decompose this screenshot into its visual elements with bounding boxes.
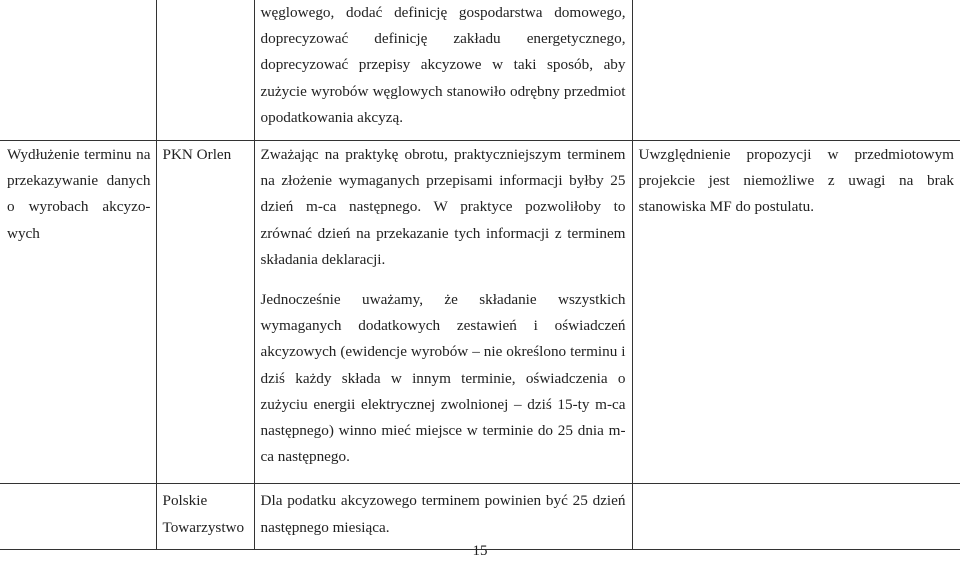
topic-text: Wydłużenie terminu na przekazywanie danych o wyrobach akcyzo-wych [7,146,151,242]
cell-topic [0,141,156,484]
cell-topic [0,0,156,141]
submitter-line-1: Polskie [162,492,208,510]
submitter-line-2: Towarzystwo [162,518,245,536]
cell-comment [254,141,632,484]
table-row [0,0,960,141]
cell-topic [0,484,156,549]
cell-comment [254,484,632,549]
submitter-text: PKN Orlen [162,146,232,164]
page-number: 15 [472,543,488,559]
comment-paragraph-2: Jednocześnie uważamy, że składanie wszystkich wymaganych dodatkowych zestawień i oświadczeń akcyzowych (ewidencje wyrobów – nie określono terminu i dziś każdy składa w innym terminie, oświadczenia o zużyciu energii elektrycznej zwolnionej – dziś 15-ty m-ca następnego) winno mieć miejsce w terminie do 25 dnia m-ca następnego. [260,291,626,466]
comment-text: węglowego, dodać definicję gospodarstwa domowego, doprecyzować definicję zakładu energetycznego, doprecyzować przepisy akcyzowe w taki sposób, aby zużycie wyrobów węglowych stanowiło odrębny przedmiot opodatkowania akcyzą. [260,4,626,126]
cell-submitter [156,484,254,549]
comment-text: Dla podatku akcyzowego terminem powinien być 25 dzień następnego miesiąca. [260,492,626,536]
cell-submitter [156,141,254,484]
cell-response [632,484,960,549]
cell-submitter [156,0,254,141]
cell-comment [254,0,632,141]
comment-paragraph-1: Zważając na praktykę obrotu, praktyczniejszym terminem na złożenie wymaganych przepisami informacji byłby 25 dzień m-ca następnego. W praktyce pozwoliłoby to zrównać dzień na przekazanie tych informacji z terminem składania deklaracji. [260,146,626,268]
table-row [0,141,960,484]
cell-response [632,0,960,141]
table-row [0,484,960,549]
cell-response [632,141,960,484]
response-text: Uwzględnienie propozycji w przedmiotowym projekcie jest niemożliwe z uwagi na brak stanowiska MF do postulatu. [638,146,954,216]
